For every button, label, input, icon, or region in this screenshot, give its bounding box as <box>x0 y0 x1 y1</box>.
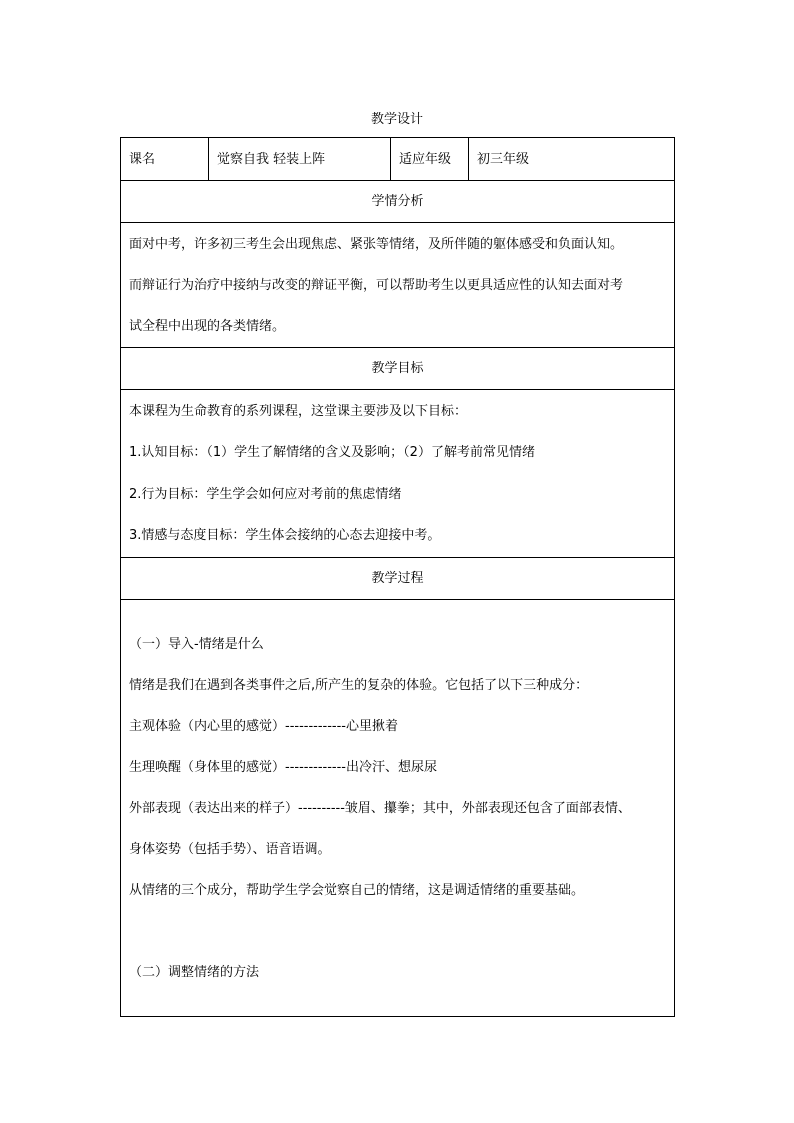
goal-item: 2.行为目标：学生学会如何应对考前的焦虑情绪 <box>129 486 402 502</box>
process-paragraph: 身体姿势（包括手势）、语音语调。 <box>129 841 331 857</box>
grade-value: 初三年级 <box>469 138 675 181</box>
goal-item: 3.情感与态度目标：学生体会接纳的心态去迎接中考。 <box>129 528 441 543</box>
process-spacer <box>129 911 666 952</box>
analysis-content <box>121 223 675 348</box>
process-heading: 教学过程 <box>121 558 675 600</box>
process-paragraph: 主观体验（内心里的感觉）-------------心里揪着 <box>129 718 398 734</box>
process-part2-title: （二）调整情绪的方法 <box>129 964 260 980</box>
process-part1-title: （一）导入-情绪是什么 <box>129 636 264 652</box>
analysis-paragraph: 试全程中出现的各类情绪。 <box>129 318 286 334</box>
process-paragraph: 从情绪的三个成分，帮助学生学会觉察自己的情绪，这是调适情绪的重要基础。 <box>129 882 585 898</box>
goals-heading-row <box>121 348 675 390</box>
course-info-row <box>121 138 675 181</box>
goals-intro: 本课程为生命教育的系列课程，这堂课主要涉及以下目标： <box>129 403 468 419</box>
analysis-heading-row <box>121 181 675 223</box>
document-title: 教学设计 <box>370 112 423 127</box>
analysis-paragraph: 面对中考，许多初三考生会出现焦虑、紧张等情绪，及所伴随的躯体感受和负面认知。 <box>129 236 624 252</box>
process-paragraph: 生理唤醒（身体里的感觉）-------------出冷汗、想尿尿 <box>129 759 437 775</box>
goals-heading: 教学目标 <box>121 348 675 390</box>
process-content <box>121 600 675 1017</box>
goals-content <box>121 390 675 558</box>
process-paragraph: 外部表现（表达出来的样子）----------皱眉、攥拳；其中，外部表现还包含了面部表情、 <box>129 800 631 816</box>
goals-content-row <box>121 390 675 558</box>
analysis-heading: 学情分析 <box>121 181 675 223</box>
goal-item: 1.认知目标：（1）学生了解情绪的含义及影响；（2）了解考前常见情绪 <box>129 445 535 460</box>
course-name: 觉察自我 轻装上阵 <box>209 138 391 181</box>
course-label: 课名 <box>121 138 209 181</box>
process-paragraph: 情绪是我们在遇到各类事件之后,所产生的复杂的体验。它包括了以下三种成分： <box>129 677 589 693</box>
process-heading-row <box>121 558 675 600</box>
analysis-paragraph: 而辩证行为治疗中接纳与改变的辩证平衡，可以帮助考生以更具适应性的认知去面对考 <box>129 277 624 293</box>
grade-label: 适应年级 <box>391 138 469 181</box>
analysis-content-row <box>121 223 675 348</box>
process-content-row <box>121 600 675 1017</box>
lesson-plan-table <box>120 137 675 1017</box>
